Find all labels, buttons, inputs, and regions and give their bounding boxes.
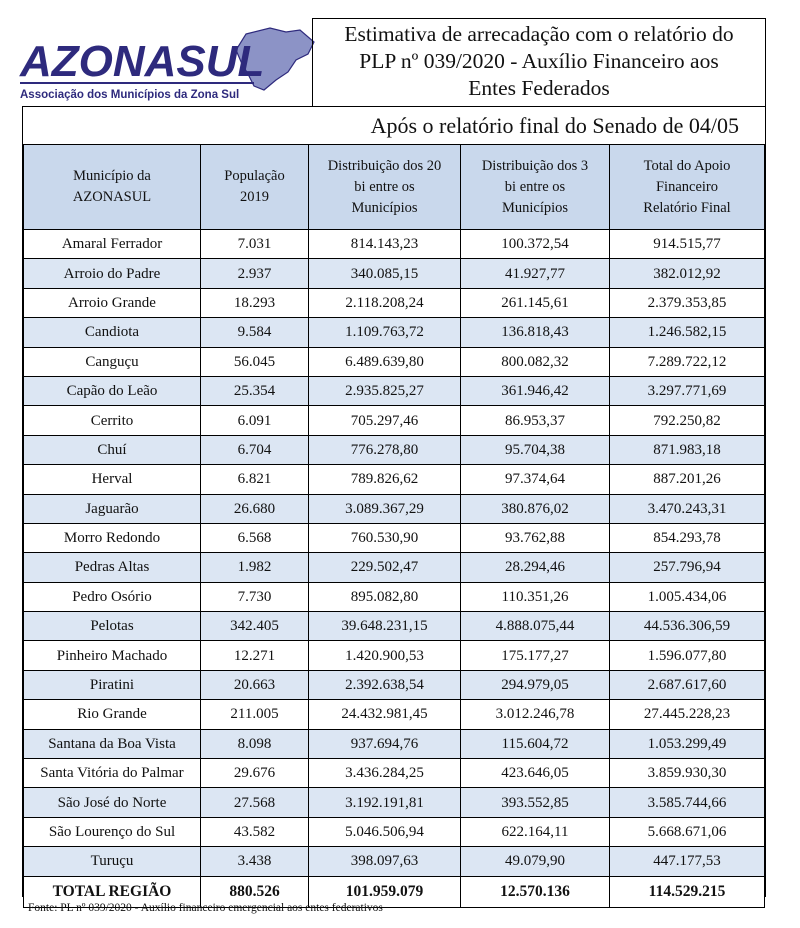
table-header-row bbox=[24, 145, 765, 230]
document-title bbox=[313, 21, 765, 102]
cell-municipio: São José do Norte bbox=[24, 788, 201, 817]
cell-distribuicao-20bi: 5.046.506,94 bbox=[309, 817, 461, 846]
cell-populacao: 20.663 bbox=[201, 670, 309, 699]
header-municipio: Município da AZONASUL bbox=[24, 145, 201, 230]
table-row bbox=[24, 788, 765, 817]
table-row bbox=[24, 670, 765, 699]
table-row bbox=[24, 318, 765, 347]
municipality-table bbox=[23, 144, 765, 908]
table-row bbox=[24, 435, 765, 464]
cell-total-apoio: 5.668.671,06 bbox=[610, 817, 765, 846]
report-subtitle: Após o relatório final do Senado de 04/05 bbox=[370, 113, 739, 138]
table-frame bbox=[22, 106, 766, 900]
cell-distribuicao-3bi: 361.946,42 bbox=[461, 376, 610, 405]
cell-distribuicao-20bi: 398.097,63 bbox=[309, 847, 461, 876]
table-row bbox=[24, 700, 765, 729]
cell-populacao: 56.045 bbox=[201, 347, 309, 376]
cell-total-apoio: 914.515,77 bbox=[610, 230, 765, 259]
total-label: TOTAL REGIÃO bbox=[24, 876, 201, 907]
cell-distribuicao-20bi: 1.109.763,72 bbox=[309, 318, 461, 347]
table-row bbox=[24, 553, 765, 582]
table-row bbox=[24, 817, 765, 846]
cell-distribuicao-20bi: 3.436.284,25 bbox=[309, 759, 461, 788]
cell-populacao: 211.005 bbox=[201, 700, 309, 729]
source-note: Fonte: PL nº 039/2020 - Auxílio financeiro emergencial aos entes federativos bbox=[28, 902, 383, 914]
cell-distribuicao-20bi: 24.432.981,45 bbox=[309, 700, 461, 729]
cell-distribuicao-20bi: 229.502,47 bbox=[309, 553, 461, 582]
cell-populacao: 9.584 bbox=[201, 318, 309, 347]
cell-distribuicao-3bi: 294.979,05 bbox=[461, 670, 610, 699]
cell-total-apoio: 2.687.617,60 bbox=[610, 670, 765, 699]
table-row bbox=[24, 406, 765, 435]
cell-populacao: 18.293 bbox=[201, 288, 309, 317]
table-row bbox=[24, 347, 765, 376]
cell-populacao: 342.405 bbox=[201, 612, 309, 641]
cell-municipio: Canguçu bbox=[24, 347, 201, 376]
table-row bbox=[24, 523, 765, 552]
cell-distribuicao-20bi: 814.143,23 bbox=[309, 230, 461, 259]
header-total-apoio: Total do Apoio Financeiro Relatório Final bbox=[610, 145, 765, 230]
total-distribuicao-3bi: 12.570.136 bbox=[461, 876, 610, 907]
cell-total-apoio: 854.293,78 bbox=[610, 523, 765, 552]
cell-total-apoio: 44.536.306,59 bbox=[610, 612, 765, 641]
cell-total-apoio: 3.297.771,69 bbox=[610, 376, 765, 405]
table-row bbox=[24, 641, 765, 670]
cell-municipio: Herval bbox=[24, 465, 201, 494]
azonasul-logo bbox=[18, 20, 318, 115]
title-box bbox=[312, 18, 766, 106]
table-row bbox=[24, 612, 765, 641]
cell-populacao: 43.582 bbox=[201, 817, 309, 846]
cell-total-apoio: 887.201,26 bbox=[610, 465, 765, 494]
cell-populacao: 7.031 bbox=[201, 230, 309, 259]
total-apoio: 114.529.215 bbox=[610, 876, 765, 907]
cell-distribuicao-20bi: 2.392.638,54 bbox=[309, 670, 461, 699]
cell-total-apoio: 3.859.930,30 bbox=[610, 759, 765, 788]
cell-total-apoio: 871.983,18 bbox=[610, 435, 765, 464]
cell-municipio: Arroio do Padre bbox=[24, 259, 201, 288]
cell-distribuicao-20bi: 937.694,76 bbox=[309, 729, 461, 758]
table-row bbox=[24, 582, 765, 611]
cell-distribuicao-3bi: 28.294,46 bbox=[461, 553, 610, 582]
cell-populacao: 7.730 bbox=[201, 582, 309, 611]
table-row bbox=[24, 259, 765, 288]
cell-distribuicao-20bi: 895.082,80 bbox=[309, 582, 461, 611]
cell-total-apoio: 2.379.353,85 bbox=[610, 288, 765, 317]
cell-populacao: 6.821 bbox=[201, 465, 309, 494]
cell-total-apoio: 3.585.744,66 bbox=[610, 788, 765, 817]
table-row bbox=[24, 376, 765, 405]
cell-distribuicao-3bi: 93.762,88 bbox=[461, 523, 610, 552]
table-row bbox=[24, 847, 765, 876]
cell-distribuicao-20bi: 2.935.825,27 bbox=[309, 376, 461, 405]
cell-distribuicao-20bi: 705.297,46 bbox=[309, 406, 461, 435]
cell-distribuicao-20bi: 3.192.191,81 bbox=[309, 788, 461, 817]
cell-municipio: Arroio Grande bbox=[24, 288, 201, 317]
cell-municipio: Amaral Ferrador bbox=[24, 230, 201, 259]
table-row bbox=[24, 494, 765, 523]
cell-municipio: Morro Redondo bbox=[24, 523, 201, 552]
cell-populacao: 3.438 bbox=[201, 847, 309, 876]
cell-populacao: 12.271 bbox=[201, 641, 309, 670]
cell-total-apoio: 1.053.299,49 bbox=[610, 729, 765, 758]
cell-distribuicao-20bi: 789.826,62 bbox=[309, 465, 461, 494]
cell-municipio: Pedro Osório bbox=[24, 582, 201, 611]
cell-municipio: Chuí bbox=[24, 435, 201, 464]
cell-municipio: Santa Vitória do Palmar bbox=[24, 759, 201, 788]
cell-municipio: Cerrito bbox=[24, 406, 201, 435]
cell-distribuicao-3bi: 3.012.246,78 bbox=[461, 700, 610, 729]
cell-municipio: Piratini bbox=[24, 670, 201, 699]
cell-populacao: 8.098 bbox=[201, 729, 309, 758]
cell-distribuicao-20bi: 340.085,15 bbox=[309, 259, 461, 288]
cell-total-apoio: 1.596.077,80 bbox=[610, 641, 765, 670]
cell-distribuicao-3bi: 4.888.075,44 bbox=[461, 612, 610, 641]
azonasul-logo-graphic bbox=[18, 20, 318, 115]
cell-municipio: Candiota bbox=[24, 318, 201, 347]
cell-total-apoio: 792.250,82 bbox=[610, 406, 765, 435]
cell-distribuicao-20bi: 3.089.367,29 bbox=[309, 494, 461, 523]
cell-municipio: Capão do Leão bbox=[24, 376, 201, 405]
cell-total-apoio: 27.445.228,23 bbox=[610, 700, 765, 729]
cell-total-apoio: 447.177,53 bbox=[610, 847, 765, 876]
cell-populacao: 27.568 bbox=[201, 788, 309, 817]
cell-municipio: Jaguarão bbox=[24, 494, 201, 523]
table-row bbox=[24, 288, 765, 317]
cell-distribuicao-20bi: 1.420.900,53 bbox=[309, 641, 461, 670]
cell-municipio: Pelotas bbox=[24, 612, 201, 641]
header-distribuicao-20bi: Distribuição dos 20 bi entre os Municípios bbox=[309, 145, 461, 230]
cell-populacao: 29.676 bbox=[201, 759, 309, 788]
cell-populacao: 1.982 bbox=[201, 553, 309, 582]
cell-distribuicao-3bi: 261.145,61 bbox=[461, 288, 610, 317]
cell-distribuicao-3bi: 393.552,85 bbox=[461, 788, 610, 817]
title-line-2: PLP nº 039/2020 - Auxílio Financeiro aos bbox=[359, 49, 719, 73]
cell-total-apoio: 257.796,94 bbox=[610, 553, 765, 582]
cell-municipio: Turuçu bbox=[24, 847, 201, 876]
table-row bbox=[24, 465, 765, 494]
cell-distribuicao-3bi: 800.082,32 bbox=[461, 347, 610, 376]
cell-distribuicao-3bi: 97.374,64 bbox=[461, 465, 610, 494]
cell-municipio: Santana da Boa Vista bbox=[24, 729, 201, 758]
cell-distribuicao-3bi: 95.704,38 bbox=[461, 435, 610, 464]
cell-municipio: Pinheiro Machado bbox=[24, 641, 201, 670]
cell-populacao: 25.354 bbox=[201, 376, 309, 405]
total-populacao: 880.526 bbox=[201, 876, 309, 907]
cell-distribuicao-3bi: 622.164,11 bbox=[461, 817, 610, 846]
header-distribuicao-3bi: Distribuição dos 3 bi entre os Municípios bbox=[461, 145, 610, 230]
cell-distribuicao-3bi: 380.876,02 bbox=[461, 494, 610, 523]
cell-total-apoio: 7.289.722,12 bbox=[610, 347, 765, 376]
table-row bbox=[24, 230, 765, 259]
cell-distribuicao-20bi: 2.118.208,24 bbox=[309, 288, 461, 317]
cell-distribuicao-3bi: 136.818,43 bbox=[461, 318, 610, 347]
table-row bbox=[24, 759, 765, 788]
cell-distribuicao-3bi: 423.646,05 bbox=[461, 759, 610, 788]
cell-distribuicao-20bi: 39.648.231,15 bbox=[309, 612, 461, 641]
title-line-1: Estimativa de arrecadação com o relatório do bbox=[344, 22, 734, 46]
total-distribuicao-20bi: 101.959.079 bbox=[309, 876, 461, 907]
cell-total-apoio: 382.012,92 bbox=[610, 259, 765, 288]
cell-distribuicao-3bi: 86.953,37 bbox=[461, 406, 610, 435]
cell-total-apoio: 3.470.243,31 bbox=[610, 494, 765, 523]
cell-distribuicao-3bi: 100.372,54 bbox=[461, 230, 610, 259]
cell-distribuicao-3bi: 49.079,90 bbox=[461, 847, 610, 876]
cell-municipio: Rio Grande bbox=[24, 700, 201, 729]
logo-brand-text: AZONASUL bbox=[20, 37, 265, 86]
cell-distribuicao-3bi: 110.351,26 bbox=[461, 582, 610, 611]
header-populacao: População 2019 bbox=[201, 145, 309, 230]
cell-populacao: 6.568 bbox=[201, 523, 309, 552]
cell-distribuicao-3bi: 175.177,27 bbox=[461, 641, 610, 670]
cell-populacao: 6.091 bbox=[201, 406, 309, 435]
title-line-3: Entes Federados bbox=[468, 76, 610, 100]
cell-distribuicao-20bi: 776.278,80 bbox=[309, 435, 461, 464]
cell-populacao: 26.680 bbox=[201, 494, 309, 523]
table-row bbox=[24, 729, 765, 758]
cell-total-apoio: 1.005.434,06 bbox=[610, 582, 765, 611]
cell-distribuicao-20bi: 6.489.639,80 bbox=[309, 347, 461, 376]
cell-distribuicao-20bi: 760.530,90 bbox=[309, 523, 461, 552]
cell-distribuicao-3bi: 41.927,77 bbox=[461, 259, 610, 288]
cell-municipio: Pedras Altas bbox=[24, 553, 201, 582]
cell-distribuicao-3bi: 115.604,72 bbox=[461, 729, 610, 758]
logo-tagline: Associação dos Municípios da Zona Sul bbox=[20, 89, 240, 101]
cell-populacao: 6.704 bbox=[201, 435, 309, 464]
cell-total-apoio: 1.246.582,15 bbox=[610, 318, 765, 347]
cell-municipio: São Lourenço do Sul bbox=[24, 817, 201, 846]
cell-populacao: 2.937 bbox=[201, 259, 309, 288]
